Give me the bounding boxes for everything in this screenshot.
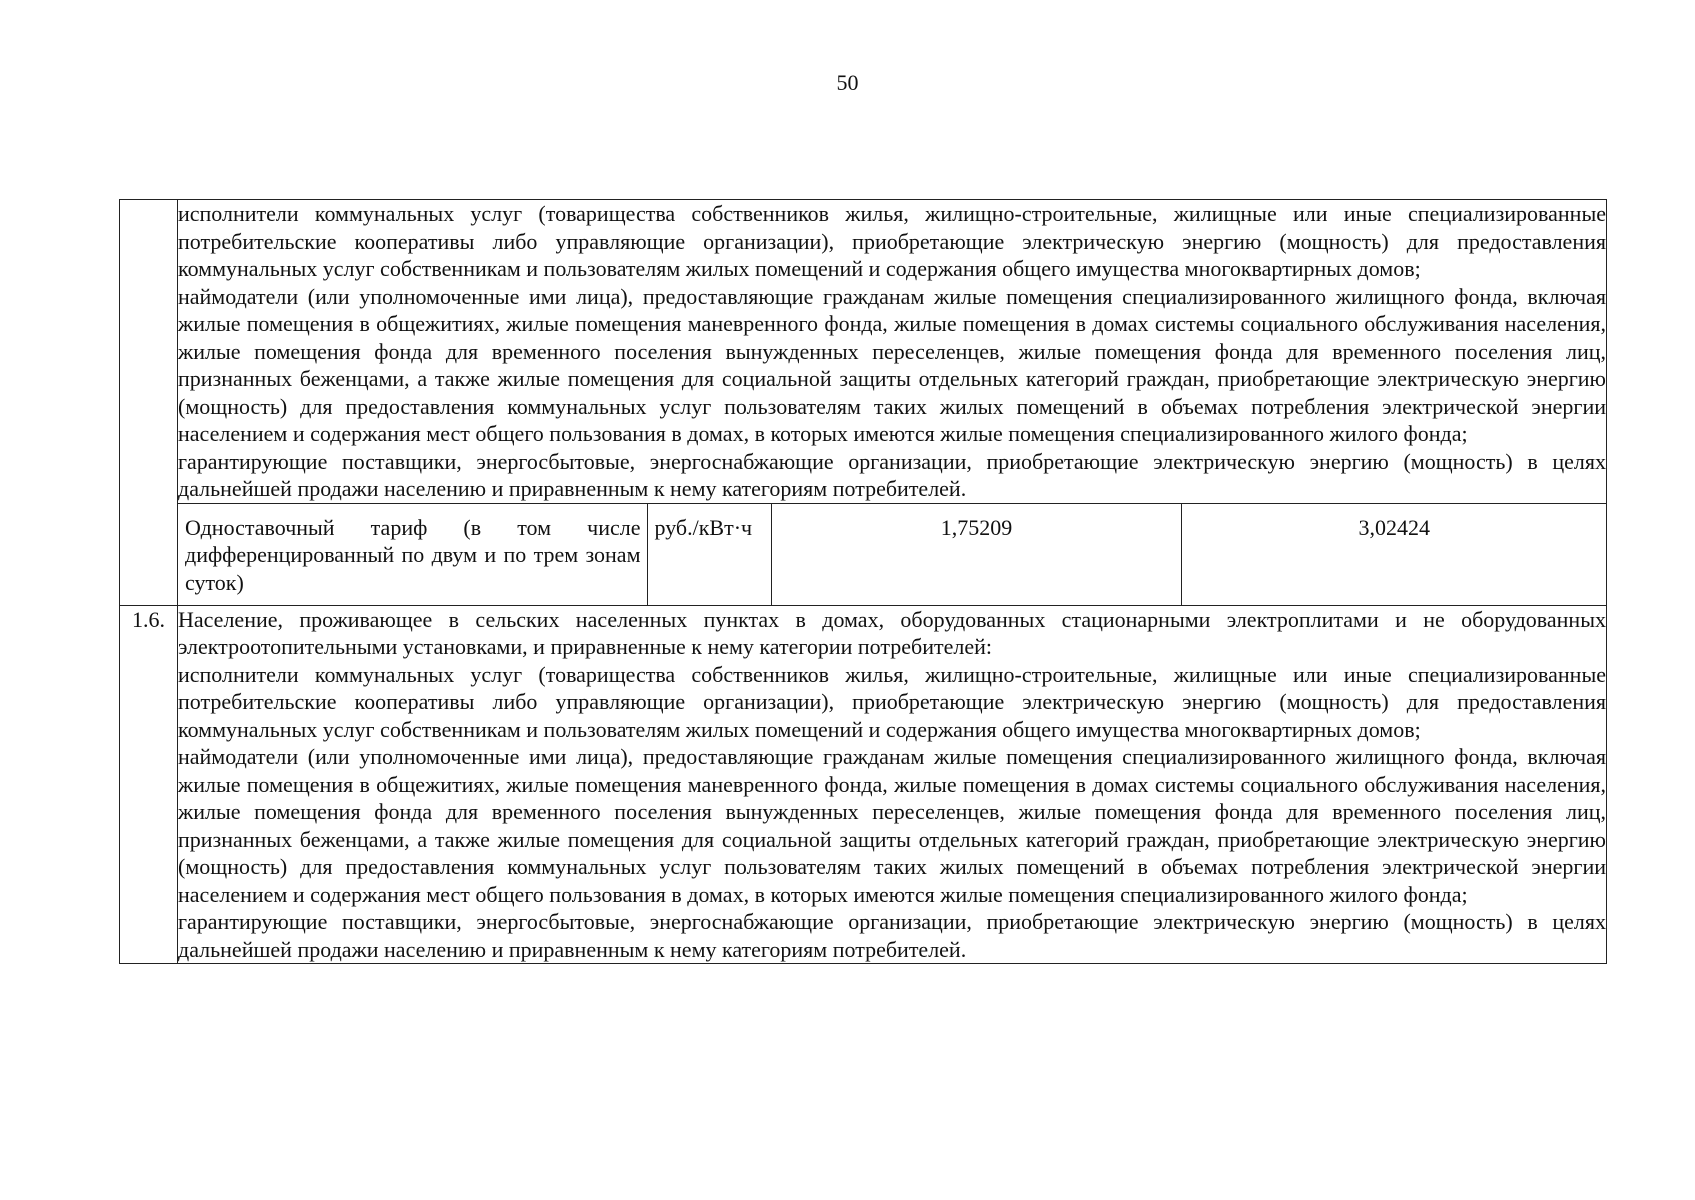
tariff-values-table [178,504,1606,605]
description-paragraph: Население, проживающее в сельских населенных пунктах в домах, оборудованных стационарными электроплитами и не оборудованных электроотопительными установками, и приравненные к нему категории потребителей: [178,606,1606,659]
tariff-row [120,503,1607,605]
tariff-table [119,199,1607,964]
row-description-cell [178,605,1607,964]
description-paragraph: исполнители коммунальных услуг (товарищества собственников жилья, жилищно-строительные, жилищные или иные специализированные потребительские кооперативы либо управляющие организации), приобретающие электрическую энергию (мощность) для предоставления коммунальных услуг собственникам и пользователям жилых помещений и содержания общего имущества многоквартирных домов; [178,201,1606,281]
row-number-cell [120,200,178,606]
row-number-cell: 1.6. [120,605,178,964]
description-paragraph: наймодатели (или уполномоченные ими лица), предоставляющие гражданам жилые помещения специализированного жилищного фонда, включая жилые помещения в общежитиях, жилые помещения маневренного фонда, жилые помещения в домах системы социального обслуживания населения, жилые помещения фонда для временного поселения вынужденных переселенцев, жилые помещения фонда для временного поселения лиц, признанных беженцами, а также жилые помещения для социальной защиты отдельных категорий граждан, приобретающие электрическую энергию (мощность) для предоставления коммунальных услуг пользователям таких жилых помещений в объемах потребления электрической энергии населением и содержания мест общего пользования в домах, в которых имеются жилые помещения специализированного жилого фонда; [178,744,1606,907]
tariff-value-1: 1,75209 [771,504,1181,605]
table-row-continued [120,200,1607,504]
description-paragraph: гарантирующие поставщики, энергосбытовые, энергоснабжающие организации, приобретающие электрическую энергию (мощность) в целях дальнейшей продажи населению и приравненным к нему категориям потребителей. [178,909,1606,962]
tariff-name: Одноставочный тариф (в том числе дифференцированный по двум и по трем зонам суток) [178,504,647,605]
description-paragraph: гарантирующие поставщики, энергосбытовые, энергоснабжающие организации, приобретающие электрическую энергию (мощность) в целях дальнейшей продажи населению и приравненным к нему категориям потребителей. [178,448,1606,501]
tariff-cell [178,503,1607,605]
page-number: 50 [836,70,859,95]
tariff-value-2: 3,02424 [1181,504,1606,605]
table-row-1-6 [120,605,1607,964]
tariff-unit: руб./кВт·ч [647,504,771,605]
row-description-cell [178,200,1607,504]
description-paragraph: исполнители коммунальных услуг (товарищества собственников жилья, жилищно-строительные, жилищные или иные специализированные потребительские кооперативы либо управляющие организации), приобретающие электрическую энергию (мощность) для предоставления коммунальных услуг собственникам и пользователям жилых помещений и содержания общего имущества многоквартирных домов; [178,661,1606,742]
description-paragraph: наймодатели (или уполномоченные ими лица), предоставляющие гражданам жилые помещения специализированного жилищного фонда, включая жилые помещения в общежитиях, жилые помещения маневренного фонда, жилые помещения в домах системы социального обслуживания населения, жилые помещения фонда для временного поселения вынужденных переселенцев, жилые помещения фонда для временного поселения лиц, признанных беженцами, а также жилые помещения для социальной защиты отдельных категорий граждан, приобретающие электрическую энергию (мощность) для предоставления коммунальных услуг пользователям таких жилых помещений в объемах потребления электрической энергии населением и содержания мест общего пользования в домах, в которых имеются жилые помещения специализированного жилого фонда; [178,283,1606,446]
